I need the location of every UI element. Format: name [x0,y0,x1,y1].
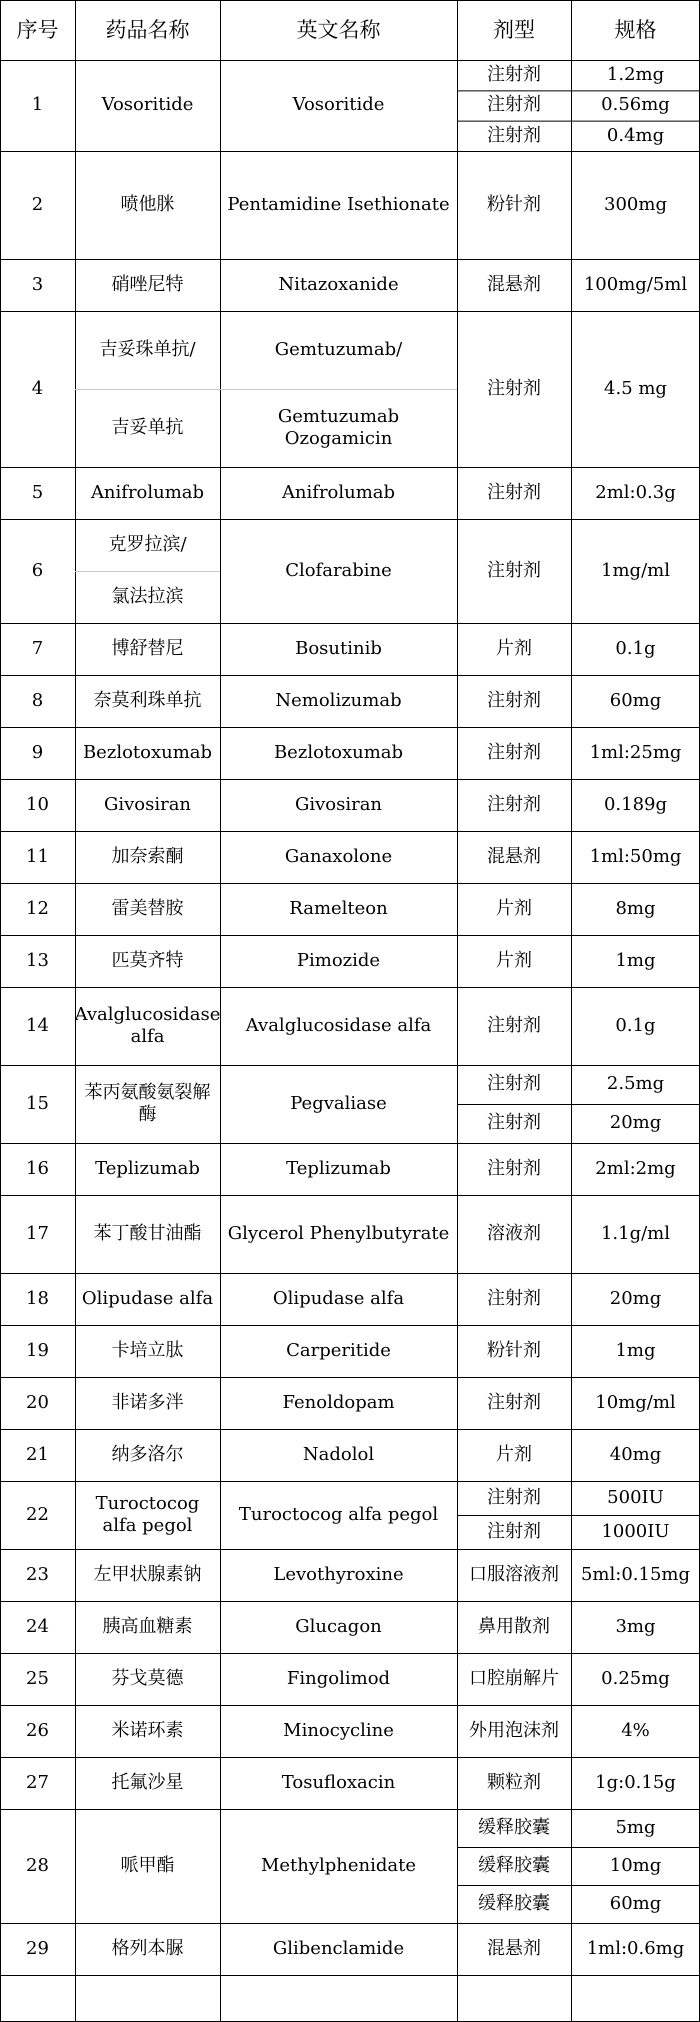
drug-name-cn: 格列本脲 [111,1937,184,1959]
dosage-form: 注射剂 [487,481,541,503]
specification: 0.56mg [601,94,670,116]
drug-name-cn-alt: 吉妥单抗 [111,416,184,438]
drug-name-cn: 苯丙氨酸氨裂解酶 [84,1081,211,1125]
dosage-form: 注射剂 [487,1520,541,1542]
specification: 20mg [609,1287,662,1309]
drug-name-cn: 卡培立肽 [111,1339,184,1361]
specification: 1.1g/ml [600,1222,671,1244]
row-number: 13 [26,949,49,971]
dosage-form: 注射剂 [487,1073,541,1095]
drug-name-cn: 芬戈莫德 [111,1667,184,1689]
specification: 4% [621,1719,650,1741]
drug-name-en: Anifrolumab [281,481,396,503]
drug-name-cn: 博舒替尼 [111,637,184,659]
row-number: 26 [26,1719,49,1741]
drug-name-en: Fingolimod [286,1667,391,1689]
drug-name-en: Givosiran [294,793,383,815]
dosage-form: 注射剂 [487,1287,541,1309]
specification: 4.5 mg [604,377,667,399]
drug-name-en: Pegvaliase [290,1092,387,1114]
drug-name-cn: 喷他脒 [120,193,175,215]
row-number: 21 [26,1443,49,1465]
dosage-form: 混悬剂 [487,1937,541,1959]
drug-name-cn: 米诺环素 [111,1719,184,1741]
dosage-form: 注射剂 [487,1157,541,1179]
drug-name-en: Vosoritide [292,94,385,116]
specification: 0.4mg [606,124,665,146]
specification: 1ml:50mg [589,845,682,867]
drug-name-en: Clofarabine [285,559,392,581]
dosage-form: 注射剂 [487,1014,541,1036]
dosage-form: 口腔崩解片 [469,1667,559,1689]
drug-name-cn: 左甲状腺素钠 [93,1563,202,1585]
row-number: 23 [26,1563,49,1585]
row-number: 29 [26,1937,49,1959]
dosage-form: 注射剂 [487,1391,541,1413]
drug-name-en: Pentamidine Isethionate [227,193,450,215]
drug-name-en: Pimozide [296,949,381,971]
row-number: 10 [26,793,49,815]
row-number: 4 [31,377,44,399]
specification: 60mg [609,689,662,711]
drug-name-en: Bezlotoxumab [273,741,404,763]
specification: 10mg [609,1854,662,1876]
row-number: 17 [26,1222,49,1244]
drug-name-cn: Olipudase alfa [81,1287,214,1309]
drug-name-en: Glucagon [295,1615,382,1637]
row-number: 6 [31,559,44,581]
drug-name-en: Nitazoxanide [278,273,399,295]
specification: 0.1g [615,637,656,659]
dosage-form: 混悬剂 [487,273,541,295]
dosage-form: 注射剂 [487,94,541,116]
dosage-form: 注射剂 [487,689,541,711]
specification: 5mg [615,1816,656,1838]
dosage-form: 片剂 [496,897,532,919]
drug-name-cn-alt: 氯法拉滨 [111,585,184,607]
dosage-form: 混悬剂 [487,845,541,867]
drug-name-cn: 雷美替胺 [111,897,184,919]
drug-name-cn: 哌甲酯 [120,1854,175,1876]
row-number: 14 [26,1014,49,1036]
drug-name-en: Gemtuzumab/ [274,338,403,360]
dosage-form: 缓释胶囊 [478,1854,550,1876]
header-no: 序号 [16,17,59,42]
row-number: 16 [26,1157,49,1179]
dosage-form: 注射剂 [487,1486,541,1508]
specification: 5ml:0.15mg [580,1563,690,1585]
dosage-form: 颗粒剂 [487,1771,541,1793]
header-spec: 规格 [614,17,657,42]
dosage-form: 粉针剂 [487,193,541,215]
specification: 1ml:0.6mg [586,1937,685,1959]
drug-name-en: Fenoldopam [282,1391,395,1413]
specification: 10mg/ml [595,1391,676,1413]
specification: 1mg/ml [601,559,670,581]
specification: 40mg [609,1443,662,1465]
header-cn: 药品名称 [105,17,190,42]
drug-name-cn: 加奈索酮 [111,845,184,867]
drug-name-cn: 非诺多泮 [111,1391,184,1413]
row-number: 3 [31,273,44,295]
row-number: 27 [26,1771,49,1793]
specification: 3mg [615,1615,656,1637]
dosage-form: 溶液剂 [487,1222,541,1244]
specification: 8mg [615,897,656,919]
drug-name-cn: Teplizumab [95,1157,200,1179]
dosage-form: 注射剂 [487,793,541,815]
drug-name-en: Teplizumab [286,1157,391,1179]
drug-name-en: Ganaxolone [284,845,393,867]
row-number: 2 [31,193,44,215]
specification: 60mg [609,1892,662,1914]
dosage-form: 鼻用散剂 [478,1615,550,1637]
drug-name-en: Nemolizumab [275,689,402,711]
row-number: 12 [26,897,49,919]
drug-name-en: Avalglucosidase alfa [245,1014,432,1036]
specification: 1mg [615,949,656,971]
row-number: 28 [26,1854,49,1876]
drug-name-en-alt: Gemtuzumab Ozogamicin [277,405,400,449]
specification: 20mg [609,1112,662,1134]
specification: 1000IU [601,1520,670,1542]
row-number: 24 [26,1615,49,1637]
row-number: 18 [26,1287,49,1309]
dosage-form: 注射剂 [487,559,541,581]
row-number: 5 [31,481,44,503]
drug-name-cn: 吉妥珠单抗/ [99,338,196,360]
dosage-form: 注射剂 [487,1112,541,1134]
dosage-form: 外用泡沫剂 [469,1719,559,1741]
dosage-form: 片剂 [496,637,532,659]
row-number: 9 [31,741,44,763]
drug-name-cn: 克罗拉滨/ [108,533,187,555]
dosage-form: 注射剂 [487,377,541,399]
row-number: 25 [26,1667,49,1689]
row-number: 11 [26,845,49,867]
drug-name-cn: Turoctocog alfa pegol [95,1492,200,1536]
dosage-form: 片剂 [496,949,532,971]
drug-name-en: Bosutinib [295,637,382,659]
drug-name-en: Glycerol Phenylbutyrate [227,1222,450,1244]
drug-name-en: Minocycline [283,1719,394,1741]
dosage-form: 注射剂 [487,63,541,85]
row-number: 20 [26,1391,49,1413]
row-number: 19 [26,1339,49,1361]
header-form: 剂型 [493,17,535,42]
drug-name-en: Methylphenidate [260,1854,417,1876]
specification: 2ml:0.3g [595,481,676,503]
specification: 1g:0.15g [595,1771,676,1793]
dosage-form: 粉针剂 [487,1339,541,1361]
specification: 2.5mg [606,1073,665,1095]
row-number: 22 [26,1503,49,1525]
drug-name-cn: Avalglucosidase alfa [75,1003,220,1047]
specification: 500IU [607,1486,664,1508]
dosage-form: 缓释胶囊 [478,1892,550,1914]
drug-name-cn: Vosoritide [101,94,194,116]
dosage-form: 注射剂 [487,741,541,763]
drug-name-en: Levothyroxine [273,1563,404,1585]
header-en: 英文名称 [296,17,381,42]
drug-name-en: Turoctocog alfa pegol [238,1503,439,1525]
specification: 300mg [604,193,667,215]
specification: 0.25mg [601,1667,670,1689]
specification: 100mg/5ml [583,273,688,295]
drug-name-cn: Givosiran [103,793,192,815]
drug-name-cn: 苯丁酸甘油酯 [93,1222,202,1244]
dosage-form: 片剂 [496,1443,532,1465]
drug-name-cn: 胰高血糖素 [102,1615,193,1637]
drug-name-cn: Anifrolumab [90,481,205,503]
specification: 0.189g [603,793,668,815]
drug-name-cn: Bezlotoxumab [82,741,213,763]
drug-name-en: Glibenclamide [272,1937,405,1959]
specification: 1ml:25mg [589,741,682,763]
drug-name-en: Carperitide [286,1339,391,1361]
specification: 1mg [615,1339,656,1361]
drug-name-cn: 纳多洛尔 [111,1443,184,1465]
drug-name-cn: 硝唑尼特 [111,273,184,295]
dosage-form: 缓释胶囊 [478,1816,550,1838]
drug-name-en: Ramelteon [289,897,388,919]
dosage-form: 注射剂 [487,124,541,146]
drug-name-en: Nadolol [302,1443,375,1465]
drug-name-cn: 托氟沙星 [111,1771,184,1793]
specification: 1.2mg [606,63,665,85]
drug-name-en: Olipudase alfa [272,1287,405,1309]
row-number: 1 [31,94,44,116]
drug-name-cn: 匹莫齐特 [111,949,184,971]
specification: 0.1g [615,1014,656,1036]
row-number: 8 [31,689,44,711]
specification: 2ml:2mg [595,1157,676,1179]
drug-name-en: Tosufloxacin [281,1771,396,1793]
row-number: 7 [31,637,44,659]
dosage-form: 口服溶液剂 [469,1563,559,1585]
row-number: 15 [26,1092,49,1114]
drug-name-cn: 奈莫利珠单抗 [93,689,202,711]
